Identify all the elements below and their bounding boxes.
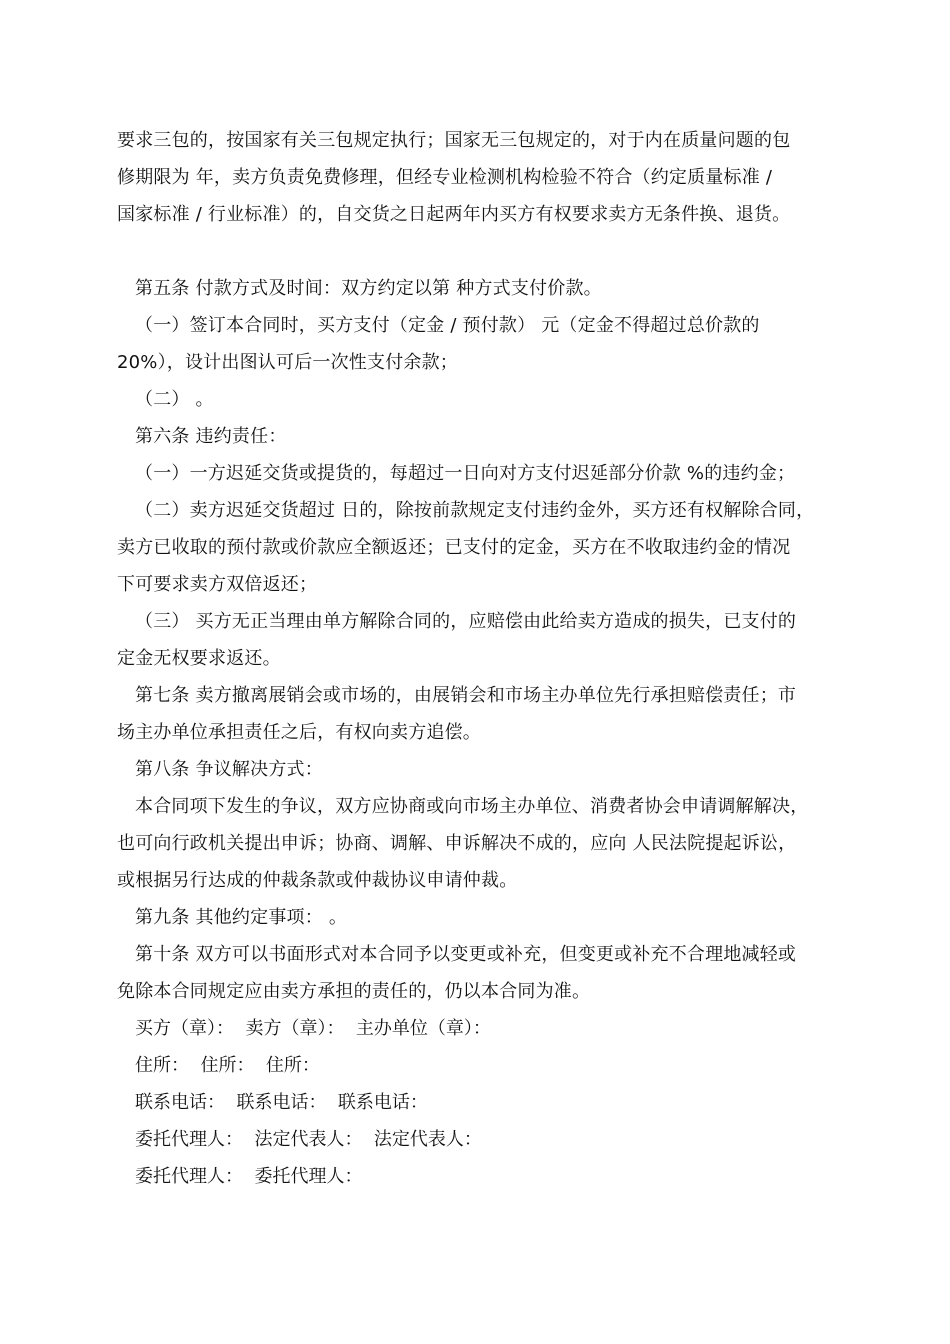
article10-line2: 免除本合同规定应由卖方承担的责任的，仍以本合同为准。 bbox=[117, 981, 591, 1002]
article4-line-1: 要求三包的，按国家有关三包规定执行；国家无三包规定的，对于内在质量问题的包 bbox=[117, 130, 791, 151]
article10-line1: 第十条 双方可以书面形式对本合同予以变更或补充，但变更或补充不合理地减轻或 bbox=[135, 944, 797, 965]
article7-line2: 场主办单位承担责任之后，有权向卖方追偿。 bbox=[117, 722, 481, 743]
article6-item2-line2: 卖方已收取的预付款或价款应全额返还；已支付的定金，买方在不收取违约金的情况 bbox=[117, 537, 791, 558]
signature-representatives-2: 委托代理人： 委托代理人： bbox=[135, 1166, 363, 1187]
article6-item3-line2: 定金无权要求返还。 bbox=[117, 648, 281, 669]
signature-address: 住所： 住所： 住所： bbox=[135, 1055, 320, 1076]
article4-line-3: 国家标准 / 行业标准）的，自交货之日起两年内买方有权要求卖方无条件换、退货。 bbox=[117, 204, 791, 225]
signature-phone: 联系电话： 联系电话： 联系电话： bbox=[135, 1092, 428, 1113]
article5-heading: 第五条 付款方式及时间：双方约定以第 种方式支付价款。 bbox=[135, 278, 602, 299]
article9: 第九条 其他约定事项： 。 bbox=[135, 907, 348, 928]
article5-item1-line2: 20%），设计出图认可后一次性支付余款； bbox=[117, 352, 459, 373]
article8-line1: 本合同项下发生的争议，双方应协商或向市场主办单位、消费者协会申请调解解决， bbox=[135, 796, 809, 817]
signature-parties: 买方（章）： 卖方（章）： 主办单位（章）： bbox=[135, 1018, 491, 1039]
article6-item2-line3: 下可要求卖方双倍返还； bbox=[117, 574, 318, 595]
article6-item1: （一）一方迟延交货或提货的，每超过一日向对方支付迟延部分价款 %的违约金； bbox=[135, 463, 796, 484]
article8-heading: 第八条 争议解决方式： bbox=[135, 759, 323, 780]
article6-item2-line1: （二）卖方迟延交货超过 日的，除按前款规定支付违约金外，买方还有权解除合同， bbox=[135, 500, 815, 521]
article6-item3-line1: （三） 买方无正当理由单方解除合同的，应赔偿由此给卖方造成的损失，已支付的 bbox=[135, 611, 797, 632]
contract-body bbox=[117, 122, 842, 1195]
article5-item2: （二） 。 bbox=[135, 389, 214, 410]
article5-item1-line1: （一）签订本合同时，买方支付（定金 / 预付款） 元（定金不得超过总价款的 bbox=[135, 315, 760, 336]
signature-representatives-1: 委托代理人： 法定代表人： 法定代表人： bbox=[135, 1129, 482, 1150]
article8-line2: 也可向行政机关提出申诉；协商、调解、申诉解决不成的，应向 人民法院提起诉讼， bbox=[117, 833, 797, 854]
article6-heading: 第六条 违约责任： bbox=[135, 426, 287, 447]
paragraph-gap bbox=[117, 233, 842, 270]
article4-line-2: 修期限为 年，卖方负责免费修理，但经专业检测机构检验不符合（约定质量标准 / bbox=[117, 167, 773, 188]
article7-line1: 第七条 卖方撤离展销会或市场的，由展销会和市场主办单位先行承担赔偿责任；市 bbox=[135, 685, 797, 706]
article8-line3: 或根据另行达成的仲裁条款或仲裁协议申请仲裁。 bbox=[117, 870, 518, 891]
